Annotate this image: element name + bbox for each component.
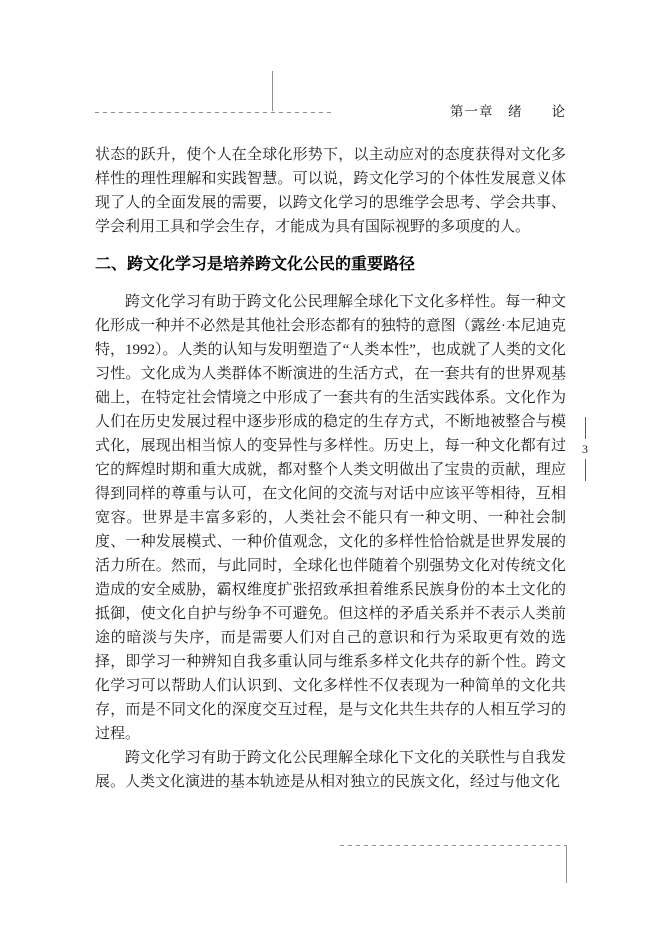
paragraph: 跨文化学习有助于跨文化公民理解全球化下文化多样性。每一种文化形成一种并不必然是其他社会形态都有的独特的意图（露丝·本尼迪克特，1992）。人类的认知与发明塑造了“人类本性”，也成就了人类的文化习性。文化成为人类群体不断演进的生活方式，在一套共有的世界观基础上，在特定社会情境之中形成了一套共有的生活实践体系。文化作为人们在历史发展过程中逐步形成的稳定的生存方式，不断地被整合与模式化，展现出相当惊人的变异性与多样性。历史上，每一种文化都有过它的辉煌时期和重大成就，都对整个人类文明做出了宝贵的贡献，理应得到同样的尊重与认可，在文化间的交流与对话中应该平等相待，互相宽容。世界是丰富多彩的，人类社会不能只有一种文明、一种社会制度、一种发展模式、一种价值观念，文化的多样性恰恰就是世界发展的活力所在。然而，与此同时，全球化也伴随着个别强势文化对传统文化造成的安全威胁，霸权维度扩张招致承担着维系民族身份的本土文化的抵御，使文化自护与纷争不可避免。但这样的矛盾关系并不表示人类前途的暗淡与失序，而是需要人们对自己的意识和行为采取更有效的选择，即学习一种辨知自我多重认同与维系多样文化共存的新个性。跨文化学习可以帮助人们认识到、文化多样性不仅表现为一种简单的文化共存，而是不同文化的深度交互过程，是与文化共生共存的人相互学习的过程。 [95,294,566,742]
page-header [95,103,566,121]
body-text [95,143,566,794]
page-number-rule-top [585,417,586,439]
header-dashed-rule [95,112,332,113]
page-number-tab [577,417,593,481]
footer-vertical-rule [566,845,567,883]
section-heading: 二、跨文化学习是培养跨文化公民的重要路径 [95,256,416,273]
paragraph-continuation: 状态的跃升，使个人在全球化形势下，以主动应对的态度获得对文化多样性的理性理解和实践智慧。可以说，跨文化学习的个体性发展意义体现了人的全面发展的需要，以跨文化学习的思维学会思考、学会共事、学会利用工具和学会生存，才能成为具有国际视野的多项度的人。 [95,147,566,235]
paragraph: 跨文化学习有助于跨文化公民理解全球化下文化的关联性与自我发展。人类文化演进的基本轨迹是从相对独立的民族文化，经过与他文化 [95,750,566,790]
footer-dashed-rule [340,845,567,846]
page-number: 3 [582,442,588,456]
page-number-rule-bottom [585,459,586,481]
chapter-title: 第一章 绪 论 [450,104,566,119]
